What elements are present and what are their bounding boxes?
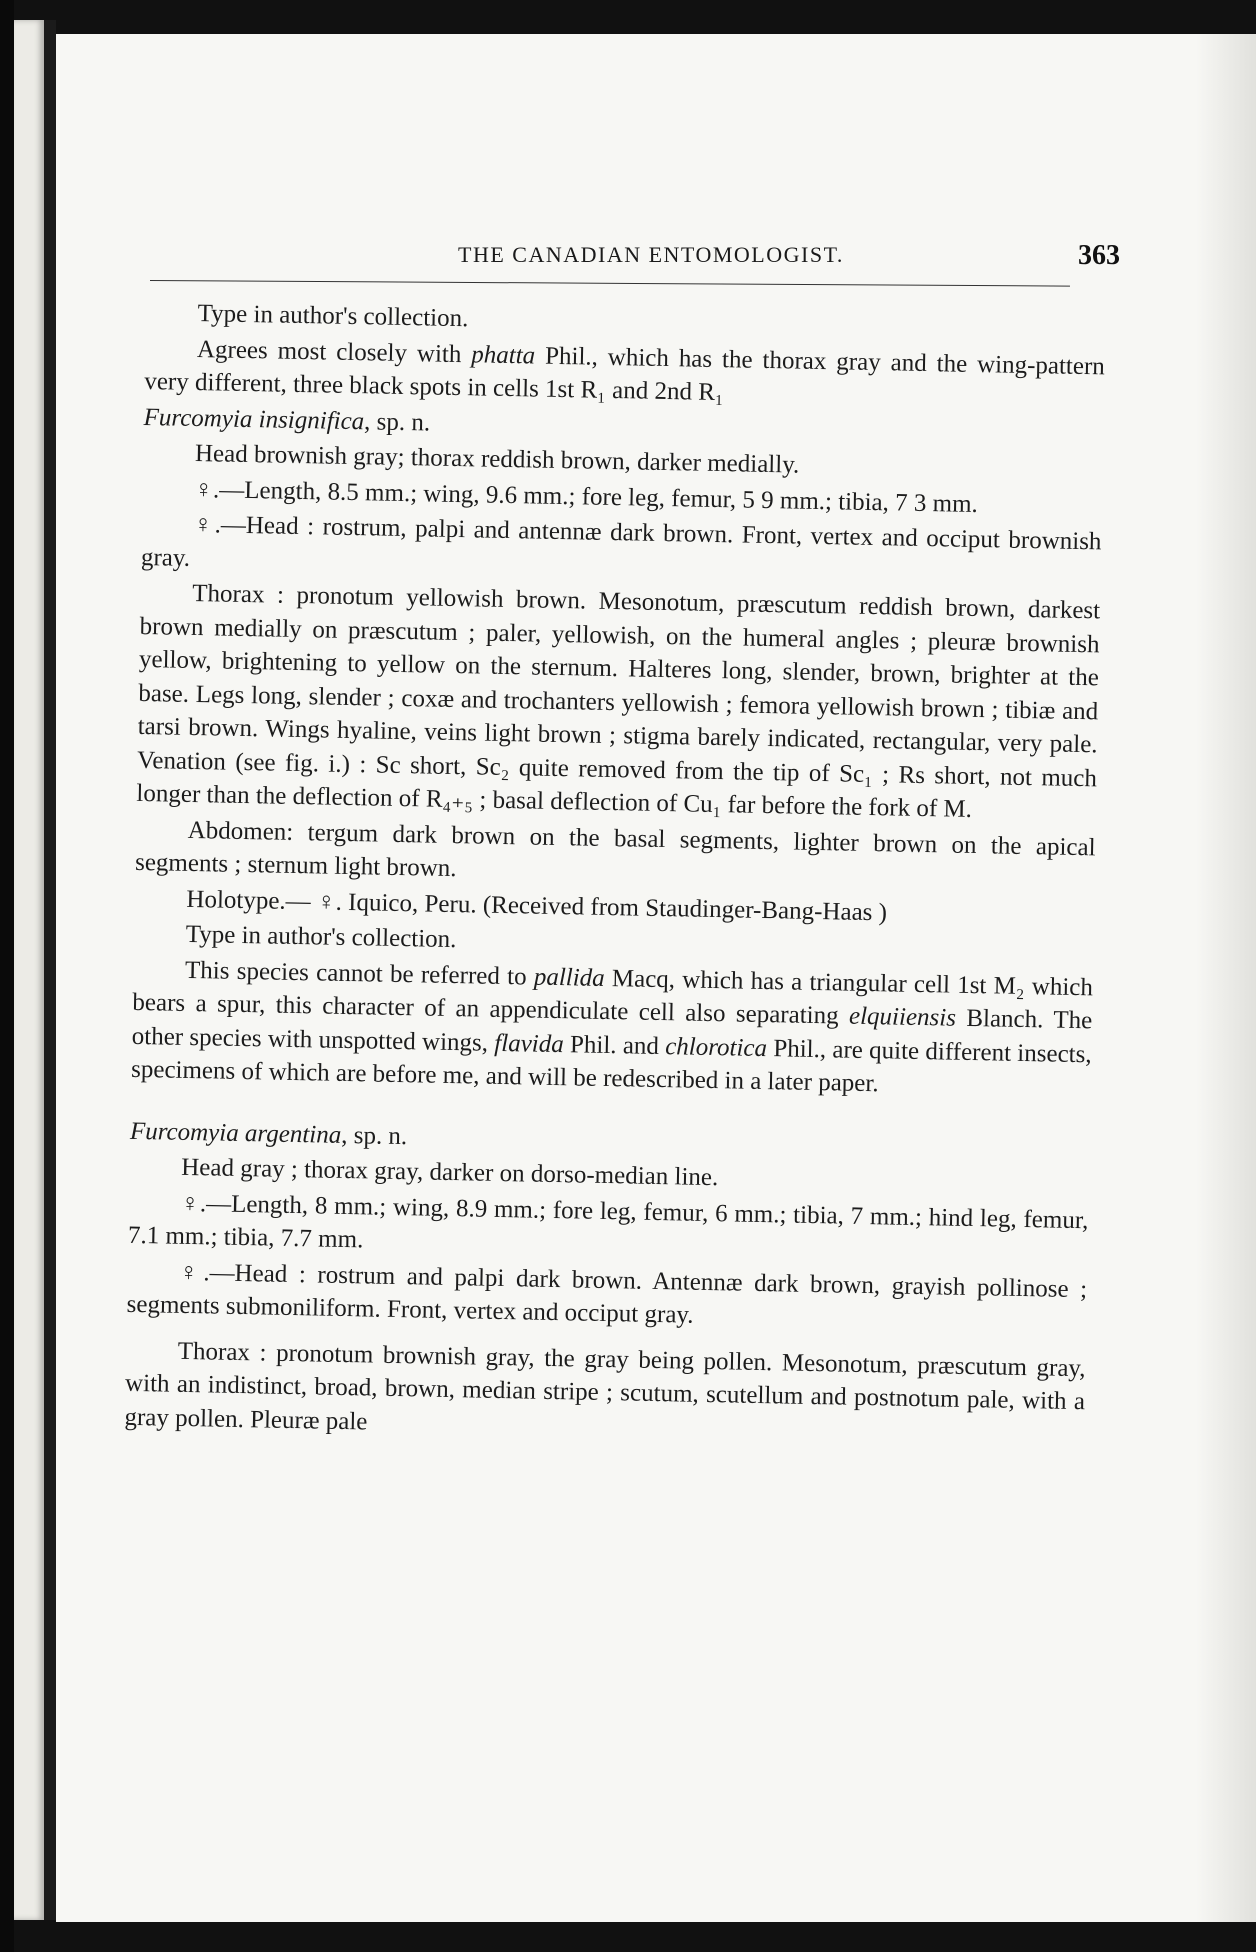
paragraph: Abdomen: tergum dark brown on the basal segments, lighter brown on the apical segments ; sternum light brown. (134, 816, 1096, 883)
previous-page-edge (14, 20, 44, 1920)
species-name: Furcomyia argentina (129, 1117, 342, 1149)
species-epithet: pallida (533, 963, 605, 992)
species-name: Furcomyia insignifica (143, 403, 365, 435)
species-heading: Furcomyia insignifica, sp. n. (143, 403, 431, 436)
paragraph: Thorax : pronotum brownish gray, the gray being pollen. Mesonotum, præscutum gray, with an indistinct, broad, brown, median stripe ; scutum, scutellum and postnotum pale, with a gray pollen. Pleuræ pale (124, 1337, 1086, 1435)
page-number: 363 (1078, 240, 1120, 271)
paragraph: Type in author's collection. (185, 920, 457, 954)
species-epithet: flavida (494, 1029, 565, 1058)
paragraph: ♀.—Length, 8.5 mm.; wing, 9.6 mm.; fore leg, femur, 5 9 mm.; tibia, 7 3 mm. (194, 475, 979, 518)
paragraph: This species cannot be referred to pallida Macq, which has a triangular cell 1st M₂ which bears a spur, this character of an appendiculate cell also separating elquiiensis Blanch. The other species with unspotted wings, flavida Phil. and chlorotica Phil., are quite different insects, specimens of which are before me, and will be redescribed in a later paper. (130, 956, 1094, 1098)
species-epithet: phatta (471, 340, 536, 369)
page-content (56, 34, 1256, 1922)
running-header (196, 232, 1126, 272)
species-epithet: elquiiensis (848, 1002, 957, 1032)
header-rule (150, 280, 1070, 287)
species-heading: Furcomyia argentina, sp. n. (129, 1117, 408, 1150)
book-gutter (44, 20, 56, 1920)
body-text (117, 296, 1106, 1814)
paragraph: ♀.—Length, 8 mm.; wing, 8.9 mm.; fore leg, femur, 6 mm.; tibia, 7 mm.; hind leg, femur, 7.1 mm.; tibia, 7.7 mm. (127, 1189, 1089, 1254)
journal-title: THE CANADIAN ENTOMOLOGIST. (458, 242, 844, 267)
paragraph: ♀.—Head : rostrum, palpi and antennæ dark brown. Front, vertex and occiput brownish gray. (140, 510, 1102, 572)
species-epithet: chlorotica (664, 1032, 768, 1062)
book-page (56, 34, 1256, 1922)
paragraph: Head gray ; thorax gray, darker on dorso-median line. (181, 1153, 719, 1192)
paragraph: ♀.—Head : rostrum and palpi dark brown. Antennæ dark brown, grayish pollinose ; segments submoniliform. Front, vertex and occiput gray. (126, 1258, 1088, 1329)
paragraph: Type in author's collection. (197, 299, 469, 333)
paragraph: Holotype.— ♀. Iquico, Peru. (Received from Staudinger-Bang-Haas ) (186, 885, 888, 926)
paragraph: Head brownish gray; thorax reddish brown, darker medially. (194, 439, 800, 479)
paragraph: Agrees most closely with phatta Phil., which has the thorax gray and the wing-pattern very different, three black spots in cells 1st R₁ and 2nd R₁ (144, 335, 1106, 407)
page-right-shadow (1196, 34, 1256, 1922)
paragraph: Thorax : pronotum yellowish brown. Mesonotum, præscutum reddish brown, darkest brown medially on præscutum ; paler, yellowish, on the humeral angles ; pleuræ brownish yellow, brightening to yellow on the sternum. Halteres long, slender, brown, brighter at the base. Legs long, slender ; coxæ and trochanters yellowish ; femora yellowish brown ; tibiæ and tarsi brown. Wings hyaline, veins light brown ; stigma barely indicated, rectangular, very pale. Venation (see fig. i.) : Sc short, Sc₂ quite removed from the tip of Sc₁ ; Rs short, not much longer than the deflection of R₄₊₅ ; basal deflection of Cu₁ far before the fork of M. (136, 579, 1101, 823)
scan-border-left (0, 0, 14, 1952)
